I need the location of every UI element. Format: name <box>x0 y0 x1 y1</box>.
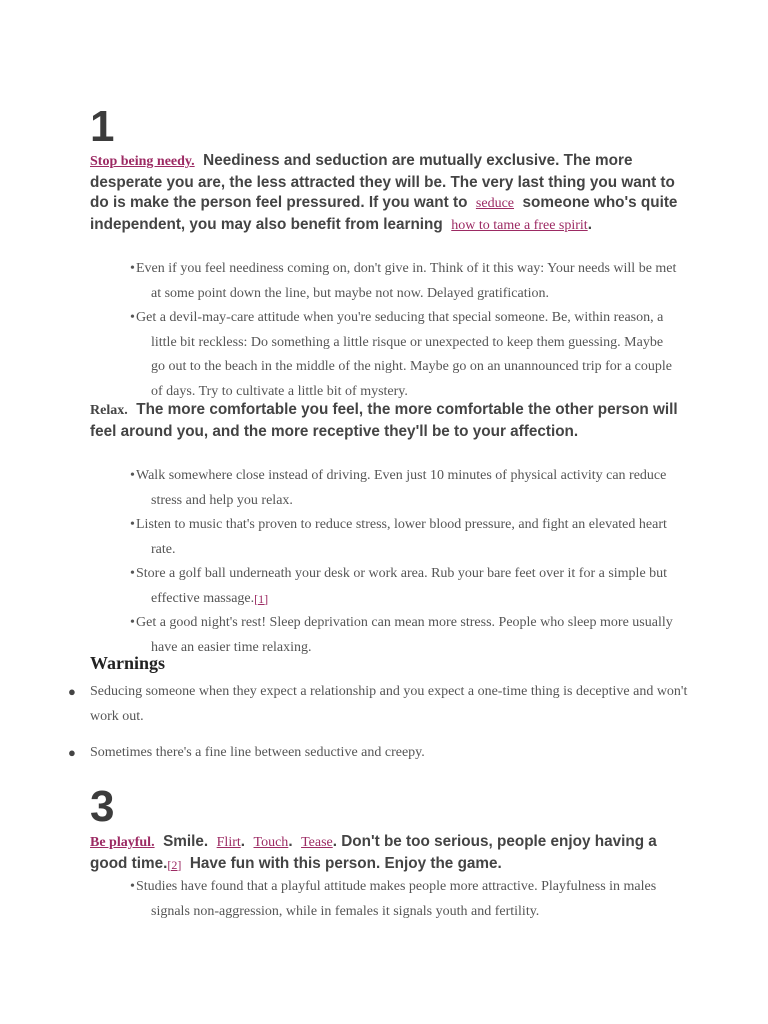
step-paragraph: Be playful. Smile. Flirt. Touch. Tease. Don't be too serious, people enjoy having a good time.[2] Have fun with this person. Enjoy the game. <box>90 833 657 872</box>
bullet-dot-icon: • <box>130 566 135 581</box>
reference-link[interactable]: [1] <box>254 591 269 606</box>
warnings-list <box>68 741 690 766</box>
step-lead-link[interactable]: Be playful. <box>90 835 155 850</box>
bullet-item: •Walk somewhere close instead of driving. Even just 10 minutes of physical activity can reduce stress and help you relax. <box>130 464 678 513</box>
step-bullet-list <box>130 257 678 404</box>
bullet-item: •Studies have found that a playful attitude makes people more attractive. Playfulness in males signals non-aggression, while in females it signals youth and fertility. <box>130 875 678 924</box>
step-text: someone who's quite independent, you may also benefit from learning <box>90 194 678 233</box>
warning-item: ● Sometimes there's a fine line between seductive and creepy. <box>90 741 690 766</box>
warning-item: ● Seducing someone when they expect a relationship and you expect a one-time thing is deceptive and won't work out. <box>90 680 690 729</box>
step-bullet-list <box>130 464 678 660</box>
step-lead: Relax. <box>90 403 128 418</box>
warnings-heading: Warnings <box>90 653 166 673</box>
step-text: The more comfortable you feel, the more comfortable the other person will feel around you, and the more receptive they'll be to your affection. <box>90 401 678 440</box>
touch-link[interactable]: Touch <box>253 835 289 850</box>
bullet-item: •Listen to music that's proven to reduce stress, lower blood pressure, and fight an elevated heart rate. <box>130 513 678 562</box>
warnings-list <box>68 680 690 729</box>
free-spirit-link[interactable]: how to tame a free spirit <box>451 217 588 233</box>
bullet-item: •Get a devil-may-care attitude when you're seducing that special someone. Be, within reason, a little bit reckless: Do something a little risque or unexpected to keep them guessing. Maybe go out to the beach in the middle of the night. Maybe go on an unannounced trip for a couple of days. Try to cultivate a little bit of mystery. <box>130 306 678 404</box>
step-paragraph <box>90 151 690 236</box>
bullet-item: •Store a golf ball underneath your desk or work area. Rub your bare feet over it for a simple but effective massage.[1] <box>130 562 678 611</box>
step-text: Neediness and seduction are mutually exclusive. The more desperate you are, the less attracted they will be. The very last thing you want to do is make the person feel pressured. If you want to <box>90 152 675 211</box>
bullet-dot-icon: • <box>130 615 135 630</box>
flirt-link[interactable]: Flirt <box>216 835 241 850</box>
step-number: 3 <box>90 782 115 831</box>
bullet-item: •Even if you feel neediness coming on, don't give in. Think of it this way: Your needs will be met at some point down the line, but maybe not now. Delayed gratification. <box>130 257 678 306</box>
step-bullet-list <box>130 875 678 924</box>
step-text: . <box>587 215 592 233</box>
bullet-dot-icon: ● <box>68 684 76 699</box>
bullet-dot-icon: • <box>130 310 135 325</box>
bullet-dot-icon: • <box>130 468 135 483</box>
bullet-dot-icon: • <box>130 879 135 894</box>
step-text: Smile. <box>163 833 209 850</box>
seduce-link[interactable]: seduce <box>475 196 515 211</box>
step-text: Don't be too serious, people enjoy having a good time. <box>90 833 657 872</box>
reference-link[interactable]: [2] <box>167 857 182 872</box>
bullet-item: •Get a good night's rest! Sleep deprivation can mean more stress. People who sleep more usually have an easier time relaxing. <box>130 611 678 660</box>
bullet-dot-icon: • <box>130 261 135 276</box>
step-text: Have fun with this person. Enjoy the game. <box>189 854 502 872</box>
tease-link[interactable]: Tease <box>301 835 333 850</box>
step-number: 1 <box>90 102 115 151</box>
bullet-dot-icon: ● <box>68 745 76 760</box>
step-paragraph <box>90 400 690 442</box>
step-lead-link[interactable]: Stop being needy. <box>90 154 195 169</box>
bullet-dot-icon: • <box>130 517 135 532</box>
